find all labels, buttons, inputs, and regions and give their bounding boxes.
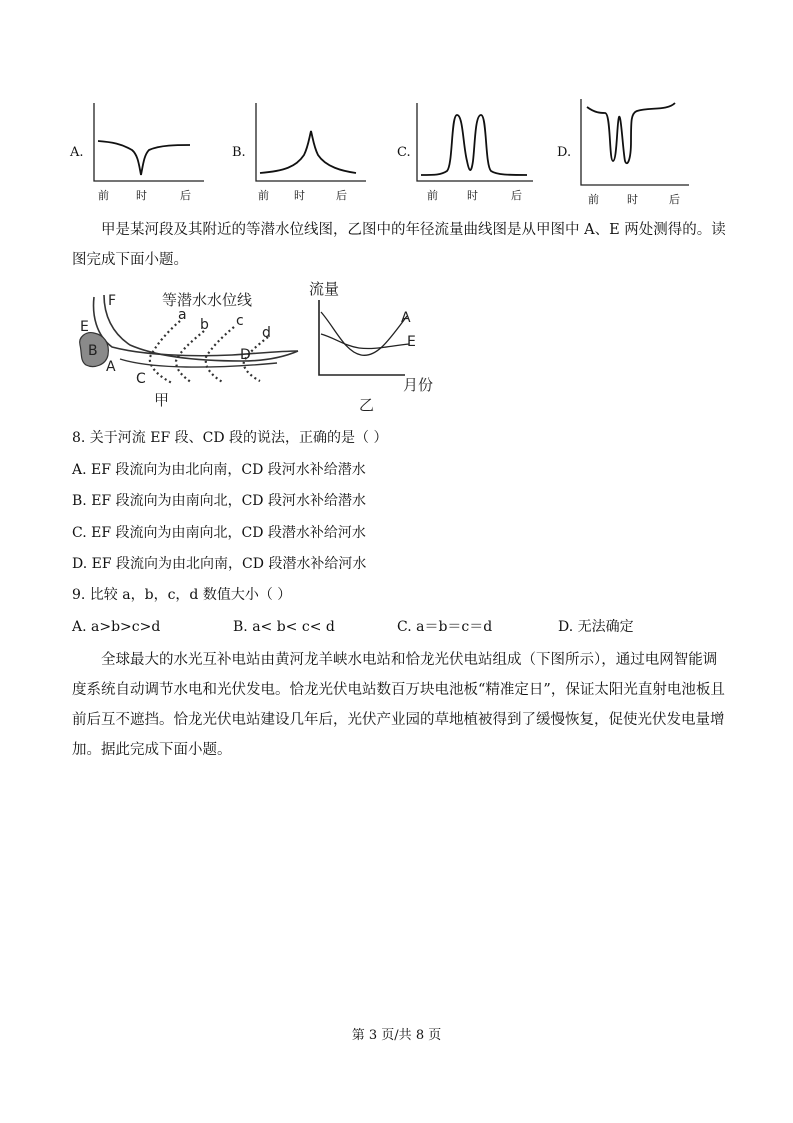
q8-option-a[interactable]: A. EF 段流向为由北向南，CD 段河水补给潜水	[72, 462, 366, 478]
q9-option-a[interactable]: A. a>b>c>d	[72, 619, 161, 635]
tick-after: 后	[511, 189, 522, 202]
curve-option-d	[557, 95, 737, 210]
series-e-curve	[321, 334, 409, 349]
q9-option-b[interactable]: B. a< b< c< d	[233, 619, 335, 635]
curve-option-a	[60, 95, 210, 205]
label-contour-b: b	[200, 317, 209, 333]
label-e: E	[80, 319, 89, 335]
tick-during: 时	[627, 193, 638, 206]
tick-before: 前	[427, 189, 438, 202]
label-contour-c: c	[236, 313, 244, 329]
option-label: B.	[232, 145, 246, 160]
curve-options-row	[60, 95, 740, 210]
curve-line	[98, 141, 190, 175]
tick-before: 前	[98, 189, 109, 202]
q8-option-d[interactable]: D. EF 段流向为由北向南，CD 段潜水补给河水	[72, 556, 367, 572]
tick-after: 后	[180, 189, 191, 202]
label-d: D	[240, 347, 251, 363]
graph-ylabel: 流量	[309, 280, 340, 298]
q8-option-b[interactable]: B. EF 段流向为由南向北，CD 段河水补给潜水	[72, 493, 366, 509]
graph-yi	[305, 280, 440, 415]
curve-line	[587, 103, 675, 163]
q9-option-d[interactable]: D. 无法确定	[558, 619, 634, 635]
tick-before: 前	[258, 189, 269, 202]
curve-option-b	[222, 95, 372, 205]
q8-stem: 8. 关于河流 EF 段、CD 段的说法，正确的是（ ）	[72, 430, 388, 446]
label-contour-d: d	[262, 325, 271, 341]
page-footer: 第 3 页/共 8 页	[351, 1028, 442, 1043]
curve-graph-d	[569, 91, 694, 191]
q9-stem: 9. 比较 a，b，c，d 数值大小（ ）	[72, 587, 292, 603]
label-contour-a: a	[178, 307, 187, 323]
curve-graph-c	[405, 95, 540, 187]
tick-during: 时	[467, 189, 478, 202]
tick-during: 时	[294, 189, 305, 202]
contour-a	[150, 321, 180, 383]
curve-option-c	[395, 95, 545, 205]
label-f: F	[108, 293, 117, 309]
tick-before: 前	[588, 193, 599, 206]
map-title: 等潜水水位线	[162, 291, 253, 309]
label-a: A	[106, 359, 116, 375]
axes	[256, 103, 366, 181]
series-label-a: A	[401, 310, 411, 326]
map-jia	[72, 285, 307, 410]
graph-caption: 乙	[359, 396, 375, 414]
option-label: A.	[70, 145, 84, 160]
q8-option-c[interactable]: C. EF 段流向为由南向北，CD 段潜水补给河水	[72, 525, 366, 541]
graph-xlabel: 月份	[403, 376, 434, 394]
closing-paragraph: 全球最大的水光互补电站由黄河龙羊峡水电站和恰龙光伏电站组成（下图所示），通过电网智能调度系统自动调节水电和光伏发电。恰龙光伏电站数百万块电池板“精准定日”，保证太阳光直射电池板且前后互不遮挡。恰龙光伏电站建设几年后，光伏产业园的草地植被得到了缓慢恢复，促使光伏发电量增加。据此完成下面小题。	[72, 652, 725, 758]
tick-during: 时	[136, 189, 147, 202]
tick-after: 后	[669, 193, 680, 206]
q9-option-c[interactable]: C. a＝b＝c＝d	[397, 619, 493, 635]
curve-graph-a	[82, 95, 207, 187]
label-c: C	[136, 371, 146, 387]
curve-line	[421, 115, 527, 175]
label-b: B	[88, 343, 98, 359]
series-label-e: E	[407, 334, 416, 350]
option-label: D.	[557, 145, 572, 160]
curve-graph-b	[244, 95, 369, 187]
curve-line	[260, 131, 356, 173]
tick-after: 后	[336, 189, 347, 202]
intro-paragraph: 甲是某河段及其附近的等潜水位线图，乙图中的年径流量曲线图是从甲图中 A、E 两处测得的。读图完成下面小题。	[72, 222, 726, 268]
map-caption: 甲	[154, 391, 170, 409]
option-label: C.	[397, 145, 411, 160]
